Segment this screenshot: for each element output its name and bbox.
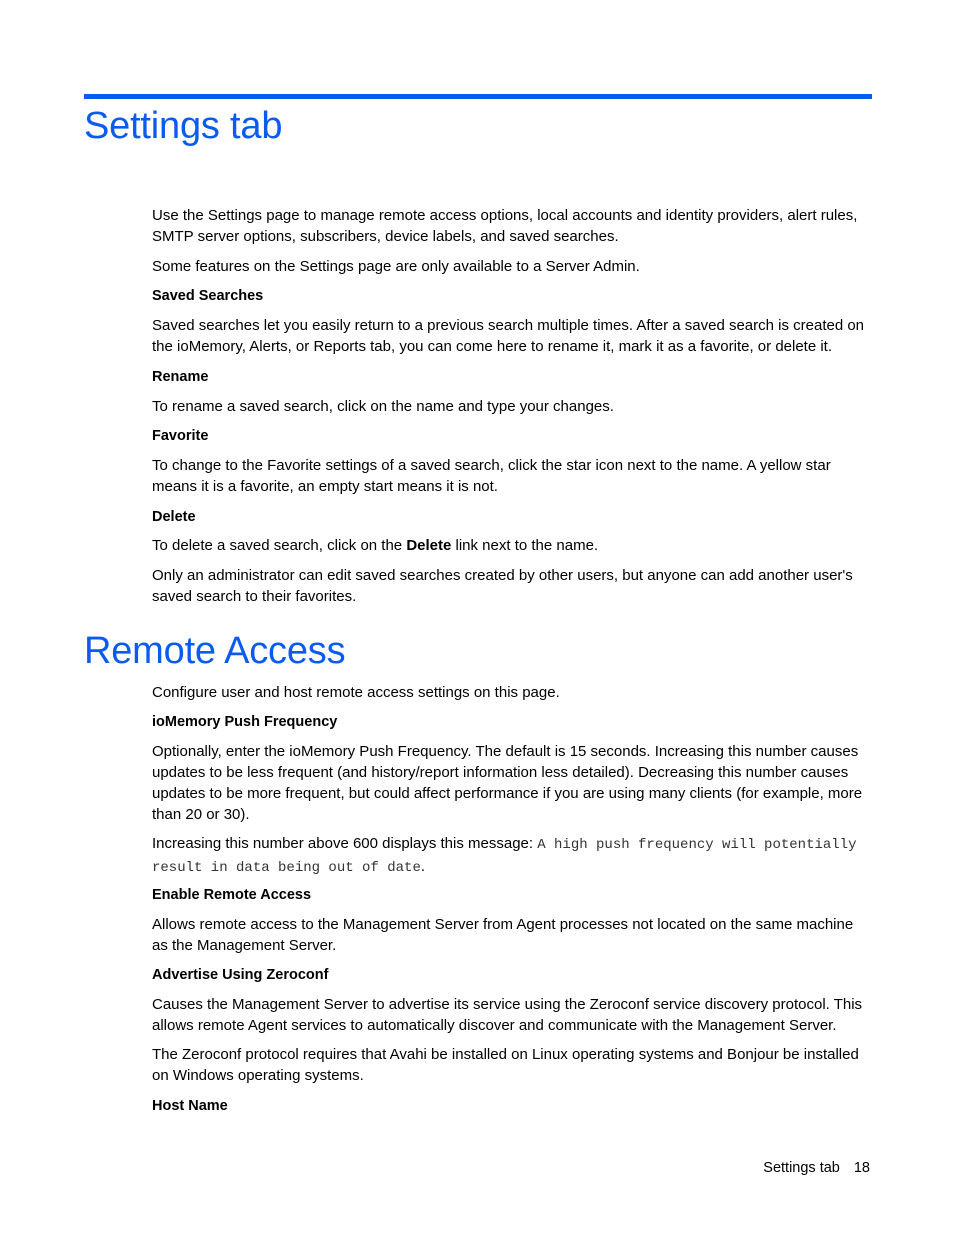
zeroconf-heading: Advertise Using Zeroconf (152, 967, 329, 983)
enable-remote-access-paragraph: Allows remote access to the Management Server from Agent processes not located on the same machine as the Management Server. (152, 916, 854, 954)
admin-note-paragraph: Some features on the Settings page are only available to a Server Admin. (152, 258, 640, 275)
saved-searches-heading: Saved Searches (152, 288, 264, 304)
favorite-heading: Favorite (152, 428, 209, 444)
page-title: Settings tab (84, 105, 283, 147)
delete-text-before: To delete a saved search, click on the (152, 537, 407, 554)
footer-section-label: Settings tab (763, 1160, 840, 1176)
zeroconf-requirements-paragraph: The Zeroconf protocol requires that Avahi be installed on Linux operating systems and Bonjour be installed on Windows operating systems. (152, 1046, 859, 1084)
delete-heading: Delete (152, 509, 196, 525)
push-frequency-message-code: A high push frequency will potentially result in data being out of date (152, 837, 857, 876)
enable-remote-access-heading: Enable Remote Access (152, 887, 312, 903)
rename-heading: Rename (152, 369, 209, 385)
rename-paragraph: To rename a saved search, click on the name and type your changes. (152, 398, 614, 415)
delete-text-after: link next to the name. (451, 537, 599, 554)
saved-searches-paragraph: Saved searches let you easily return to a previous search multiple times. After a saved search is created on the ioMemory, Alerts, or Reports tab, you can come here to rename it, mark it as a favorite, or delete it. (152, 317, 865, 355)
header-rule (84, 94, 872, 99)
footer-page-number: 18 (853, 1160, 870, 1176)
push-frequency-message-end: . (420, 858, 426, 875)
delete-paragraph (152, 535, 872, 556)
page-footer (763, 1158, 870, 1178)
push-frequency-heading: ioMemory Push Frequency (152, 714, 338, 730)
zeroconf-paragraph: Causes the Management Server to advertise its service using the Zeroconf service discovery protocol. This allows remote Agent services to automatically discover and communicate with the Management Server. (152, 996, 863, 1034)
host-name-heading: Host Name (152, 1098, 228, 1114)
remote-access-title: Remote Access (84, 630, 346, 672)
push-frequency-message-lead: Increasing this number above 600 displays this message: (152, 835, 538, 852)
push-frequency-paragraph: Optionally, enter the ioMemory Push Frequency. The default is 15 seconds. Increasing this number causes updates to be less frequent (and history/report information less detailed). Decreasing this number causes updates to be more frequent, but could affect performance if you are using many clients (for example, more than 20 or 30). (152, 743, 863, 823)
delete-bold-term: Delete (406, 537, 452, 554)
remote-access-intro: Configure user and host remote access settings on this page. (152, 684, 560, 701)
intro-paragraph: Use the Settings page to manage remote access options, local accounts and identity providers, alert rules, SMTP server options, subscribers, device labels, and saved searches. (152, 207, 858, 245)
administrator-note-paragraph: Only an administrator can edit saved searches created by other users, but anyone can add another user's saved search to their favorites. (152, 567, 853, 605)
favorite-paragraph: To change to the Favorite settings of a saved search, click the star icon next to the name. A yellow star means it is a favorite, an empty start means it is not. (152, 457, 831, 495)
push-frequency-message-paragraph (152, 833, 872, 879)
